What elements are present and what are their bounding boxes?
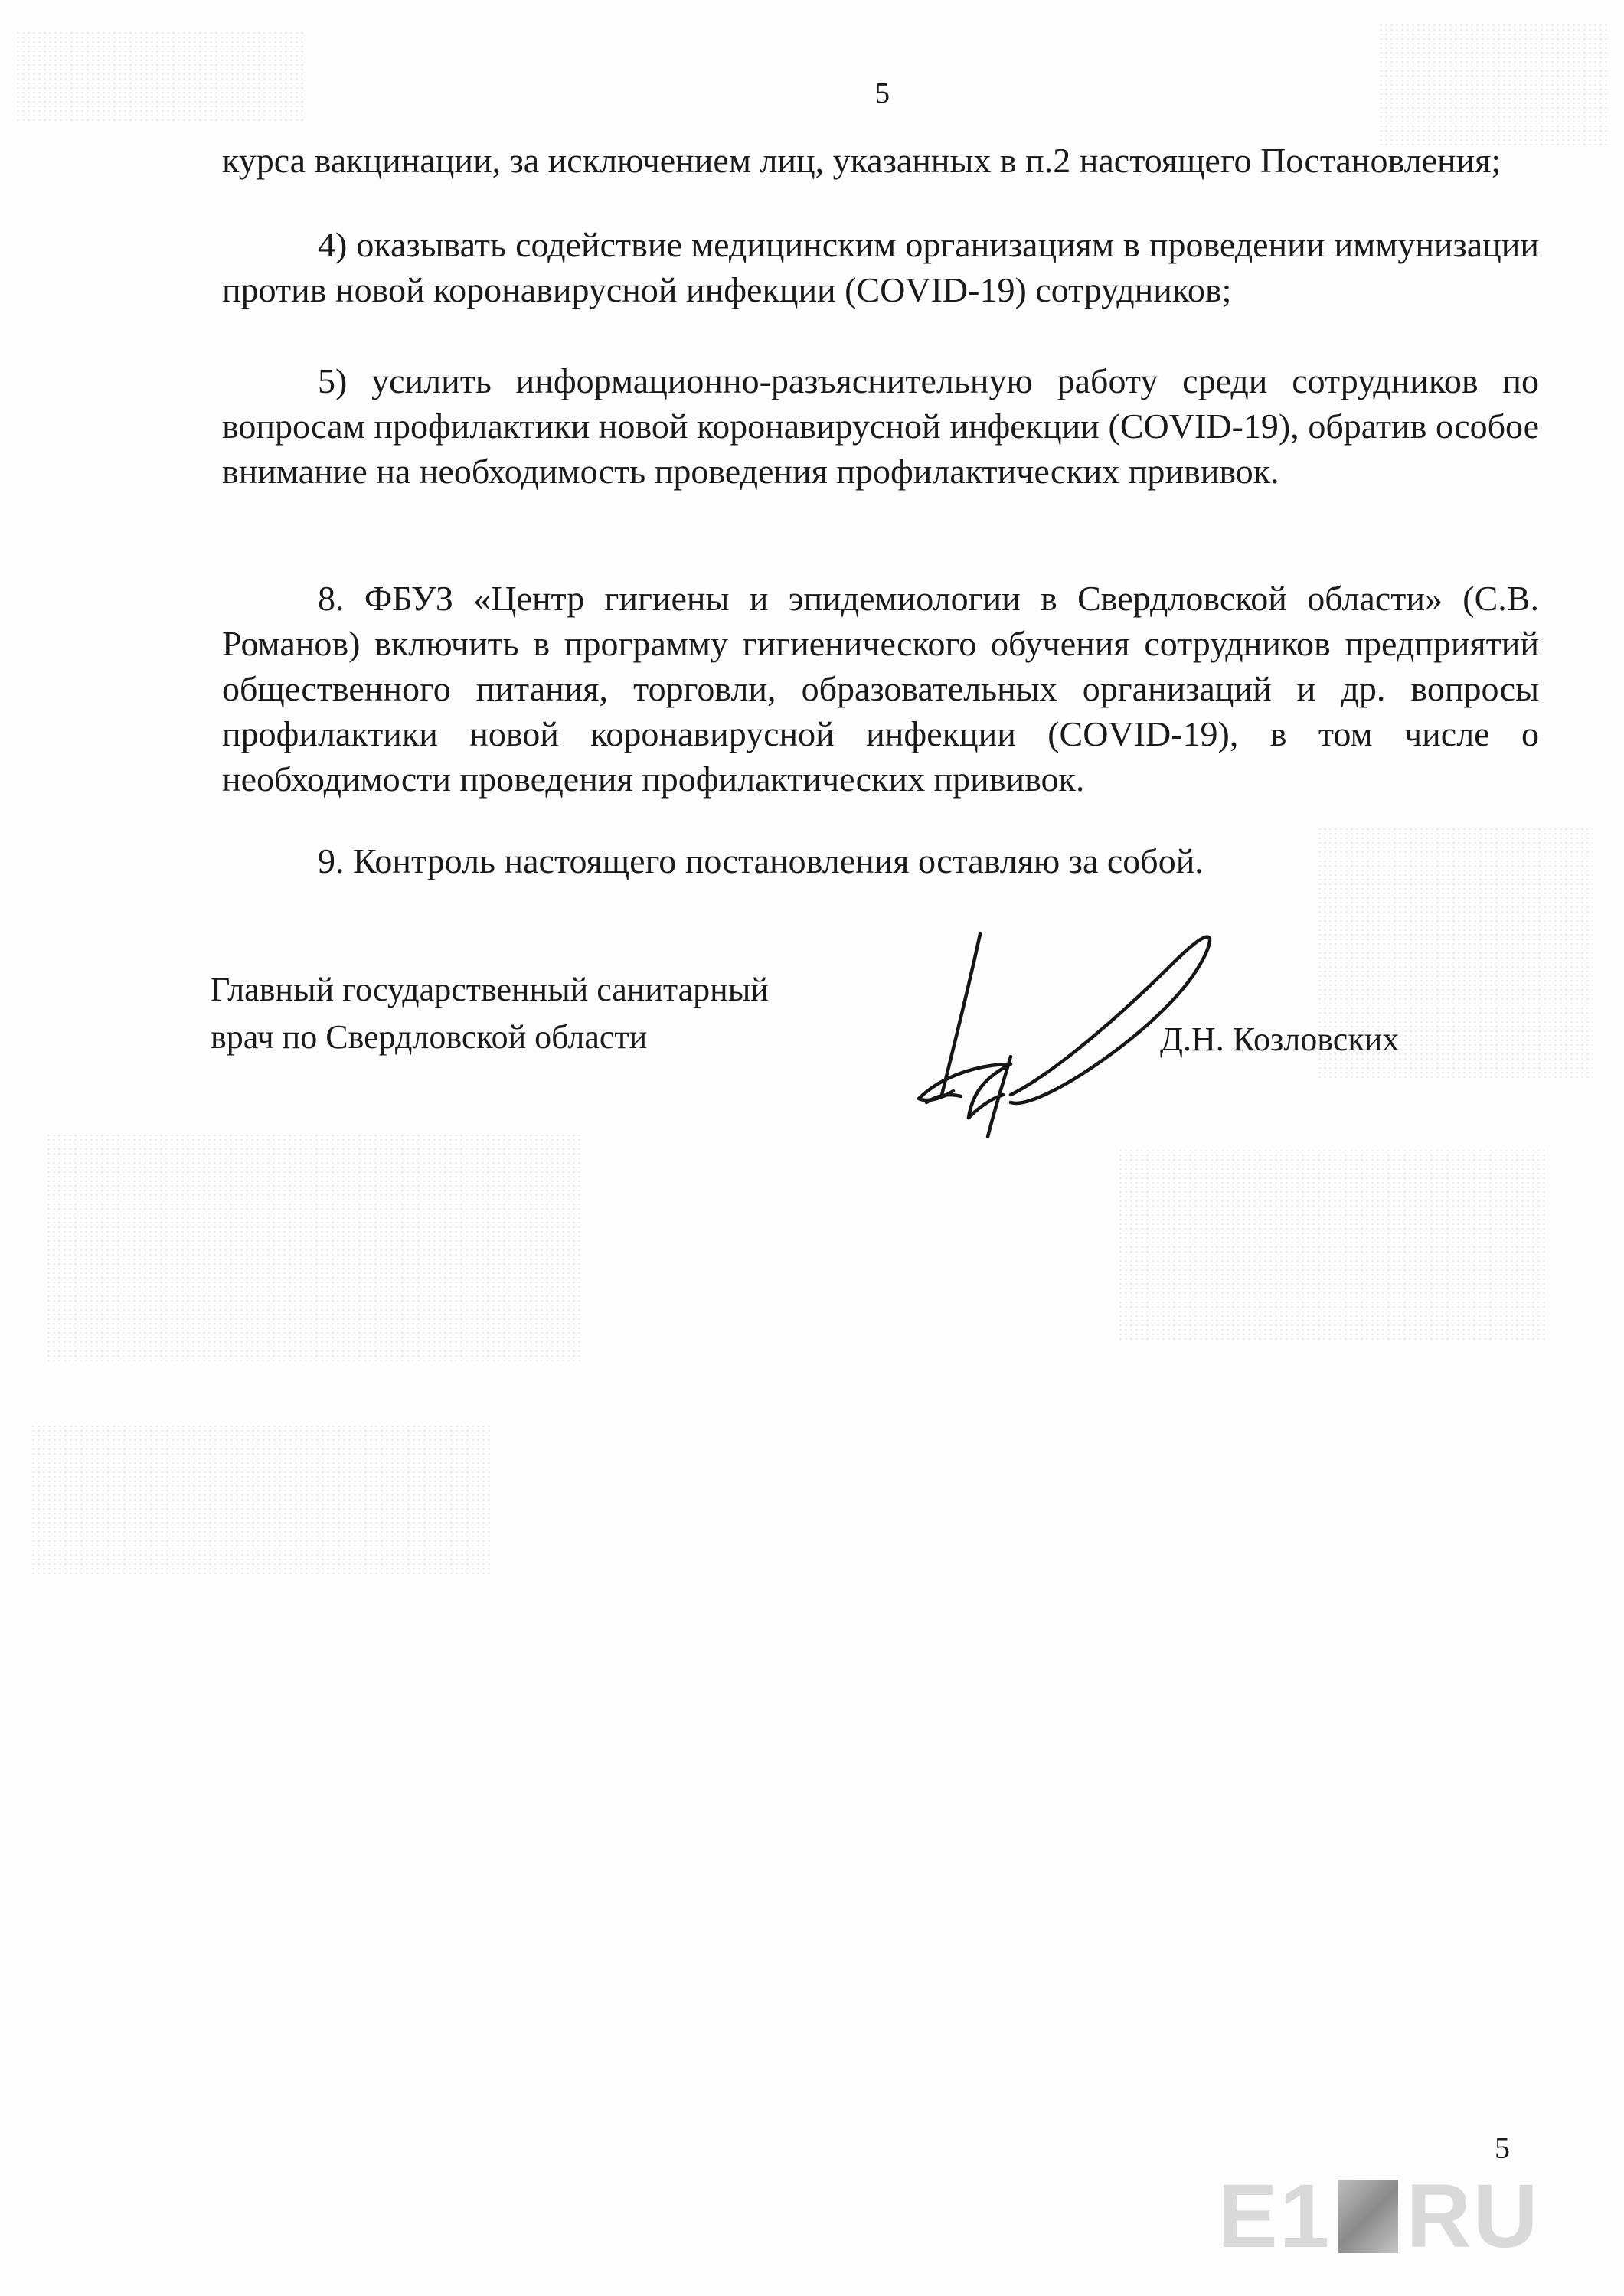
signatory-name: Д.Н. Козловских	[1160, 1021, 1400, 1058]
scan-noise	[46, 1133, 582, 1363]
e1-watermark-logo	[1217, 2167, 1608, 2266]
paragraph-item-8	[222, 576, 1539, 802]
paragraph-item-4	[222, 222, 1539, 312]
signatory-title	[211, 966, 769, 1061]
watermark-left: E1	[1217, 2166, 1332, 2267]
signatory-title-line: врач по Свердловской области	[211, 1018, 648, 1056]
paragraph-vaccination-course	[222, 138, 1539, 183]
signatory-title-line: Главный государственный санитарный	[211, 971, 769, 1008]
watermark-square-icon	[1338, 2180, 1398, 2253]
paragraph-item-9	[222, 838, 1539, 883]
watermark-right: RU	[1406, 2166, 1540, 2267]
scan-noise	[1378, 23, 1608, 145]
scan-noise	[31, 1424, 490, 1577]
paragraph-text: курса вакцинации, за исключением лиц, указанных в п.2 настоящего Постановления;	[222, 141, 1501, 180]
paragraph-text: 5) усилить информационно-разъяснительную работу среди сотрудников по вопросам профилактики новой коронавирусной инфекции (COVID-19), обратив особое внимание на необходимость проведения профилактических прививок.	[222, 361, 1539, 491]
page-number-bottom: 5	[1495, 2131, 1510, 2165]
scan-noise	[15, 31, 306, 122]
scan-noise	[1118, 1148, 1547, 1340]
paragraph-item-5	[222, 358, 1539, 494]
page-number-top: 5	[875, 77, 890, 109]
paragraph-text: 9. Контроль настоящего постановления оставляю за собой.	[318, 841, 1204, 880]
paragraph-text: 8. ФБУЗ «Центр гигиены и эпидемиологии в Свердловской области» (С.В. Романов) включить в программу гигиенического обучения сотрудников предприятий общественного питания, торговли, образовательных организаций и др. вопросы профилактики новой коронавирусной инфекции (COVID-19), в том числе о необходимости проведения профилактических прививок.	[222, 579, 1539, 799]
paragraph-text: 4) оказывать содействие медицинским организациям в проведении иммунизации против новой коронавирусной инфекции (COVID-19) сотрудников;	[222, 225, 1539, 309]
